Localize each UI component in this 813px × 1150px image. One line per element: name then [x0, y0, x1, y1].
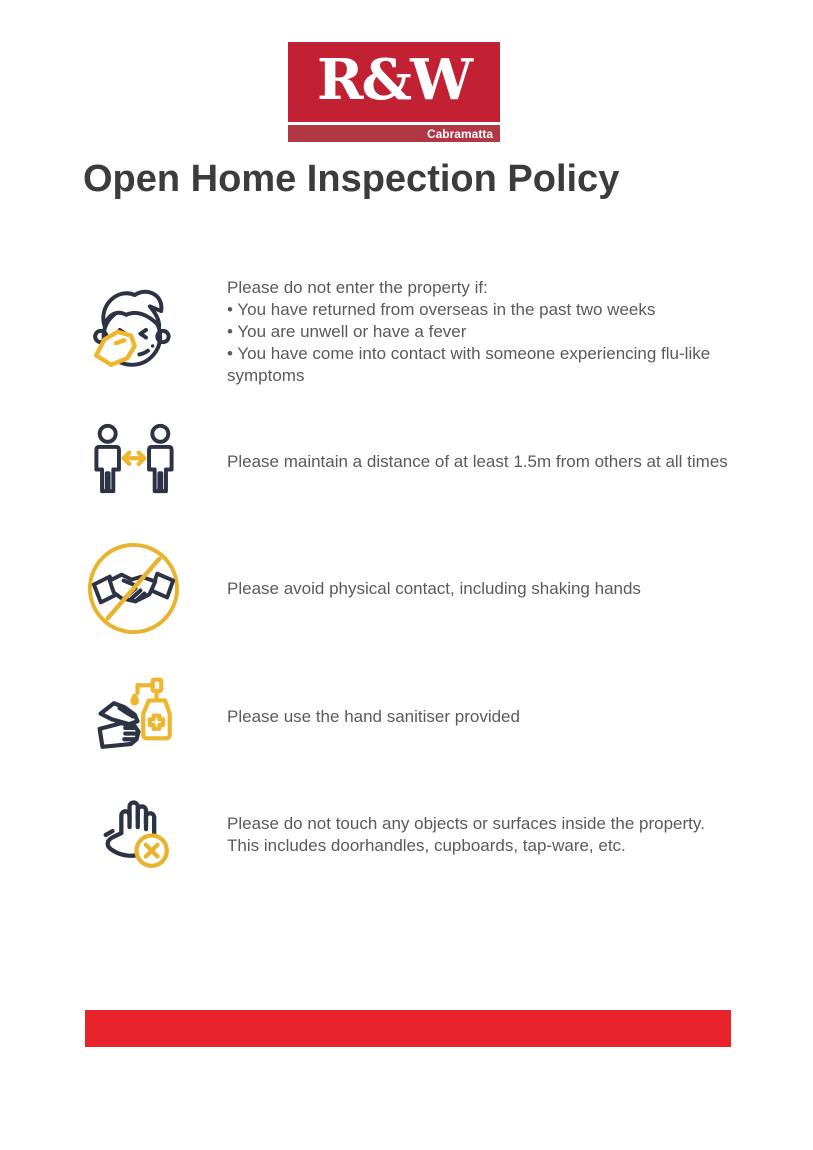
rule-text-no-contact: Please avoid physical contact, including shaking hands [227, 579, 641, 598]
rw-logo [288, 42, 500, 142]
rule-text-sanitiser: Please use the hand sanitiser provided [227, 707, 520, 726]
rw-office-text: Cabramatta [426, 126, 493, 141]
rw-logo-main-block [288, 42, 500, 122]
social-distance-icon [87, 421, 181, 503]
page-title: Open Home Inspection Policy [83, 158, 620, 200]
rule-text-no-touch: Please do not touch any objects or surfaces inside the property. This includes doorhandles, cupboards, tap-ware, etc. [227, 814, 705, 855]
rw-brand-text: R&W [317, 47, 471, 113]
do-not-touch-icon [92, 790, 180, 878]
rule-text-distance: Please maintain a distance of at least 1.5m from others at all times [227, 452, 728, 471]
rule-line: Please do not enter the property if: [227, 278, 488, 297]
rule-line: • You have returned from overseas in the past two weeks [227, 300, 656, 319]
rule-line: • You are unwell or have a fever [227, 322, 467, 341]
hand-sanitiser-icon [93, 672, 183, 762]
footer-bar [85, 1010, 731, 1047]
rw-logo-office-strip [288, 125, 500, 142]
rule-text-no-entry [227, 277, 725, 387]
rule-line: • You have come into contact with someone experiencing flu-like symptoms [227, 344, 711, 385]
sneezing-person-icon [84, 280, 176, 378]
no-handshake-icon [84, 539, 183, 638]
